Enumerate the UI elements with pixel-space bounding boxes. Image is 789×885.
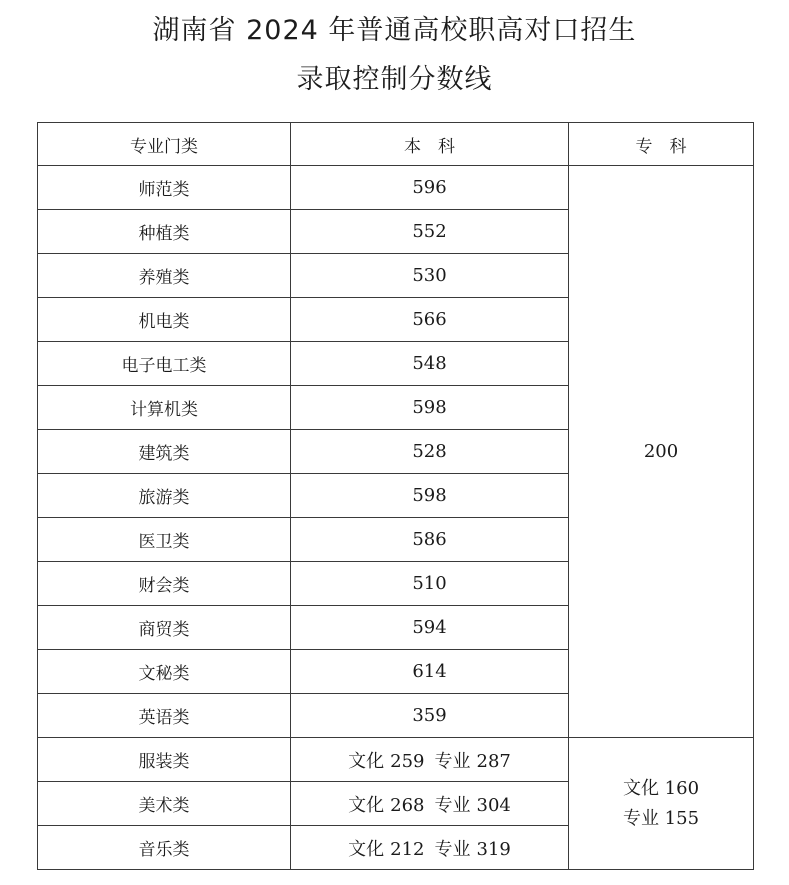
benke-score-cell: 598 [291, 386, 569, 430]
table-row [38, 166, 754, 210]
culture-score: 268 [390, 794, 425, 816]
zhuanke-art-cell [569, 738, 754, 870]
header-zhuanke: 专 科 [569, 123, 754, 166]
culture-label: 文化 [348, 750, 385, 772]
zhuanke-art-culture: 文化 160 [622, 777, 700, 799]
category-cell: 师范类 [38, 166, 291, 210]
benke-score-cell: 594 [291, 606, 569, 650]
culture-label: 文化 [348, 794, 385, 816]
culture-score: 212 [390, 838, 425, 860]
benke-score-cell: 552 [291, 210, 569, 254]
major-score: 304 [476, 794, 511, 816]
benke-art-score-cell [291, 826, 569, 870]
category-cell: 文秘类 [38, 650, 291, 694]
header-benke: 本 科 [291, 123, 569, 166]
category-cell: 计算机类 [38, 386, 291, 430]
major-label: 专业 [434, 750, 471, 772]
benke-score-cell: 510 [291, 562, 569, 606]
zhuanke-general-cell: 200 [569, 166, 754, 738]
score-table [37, 122, 754, 870]
page-subtitle: 录取控制分数线 [296, 64, 493, 95]
major-score: 319 [476, 838, 511, 860]
benke-art-score-cell [291, 782, 569, 826]
benke-score-cell: 596 [291, 166, 569, 210]
culture-score: 259 [390, 750, 425, 772]
zhuanke-art-major: 专业 155 [622, 807, 700, 829]
benke-score-cell: 528 [291, 430, 569, 474]
benke-score-cell: 530 [291, 254, 569, 298]
category-cell: 电子电工类 [38, 342, 291, 386]
category-cell: 美术类 [38, 782, 291, 826]
category-cell: 服装类 [38, 738, 291, 782]
header-category: 专业门类 [38, 123, 291, 166]
major-label: 专业 [434, 838, 471, 860]
category-cell: 建筑类 [38, 430, 291, 474]
category-cell: 财会类 [38, 562, 291, 606]
benke-score-cell: 548 [291, 342, 569, 386]
category-cell: 商贸类 [38, 606, 291, 650]
category-cell: 机电类 [38, 298, 291, 342]
culture-label: 文化 [348, 838, 385, 860]
benke-art-score-cell [291, 738, 569, 782]
page-title: 湖南省 2024 年普通高校职高对口招生 [152, 15, 637, 46]
category-cell: 音乐类 [38, 826, 291, 870]
category-cell: 英语类 [38, 694, 291, 738]
table-header-row [38, 123, 754, 166]
benke-score-cell: 598 [291, 474, 569, 518]
benke-score-cell: 359 [291, 694, 569, 738]
table-row [38, 738, 754, 782]
benke-score-cell: 586 [291, 518, 569, 562]
category-cell: 医卫类 [38, 518, 291, 562]
category-cell: 养殖类 [38, 254, 291, 298]
major-label: 专业 [434, 794, 471, 816]
category-cell: 旅游类 [38, 474, 291, 518]
benke-score-cell: 614 [291, 650, 569, 694]
benke-score-cell: 566 [291, 298, 569, 342]
category-cell: 种植类 [38, 210, 291, 254]
major-score: 287 [476, 750, 511, 772]
